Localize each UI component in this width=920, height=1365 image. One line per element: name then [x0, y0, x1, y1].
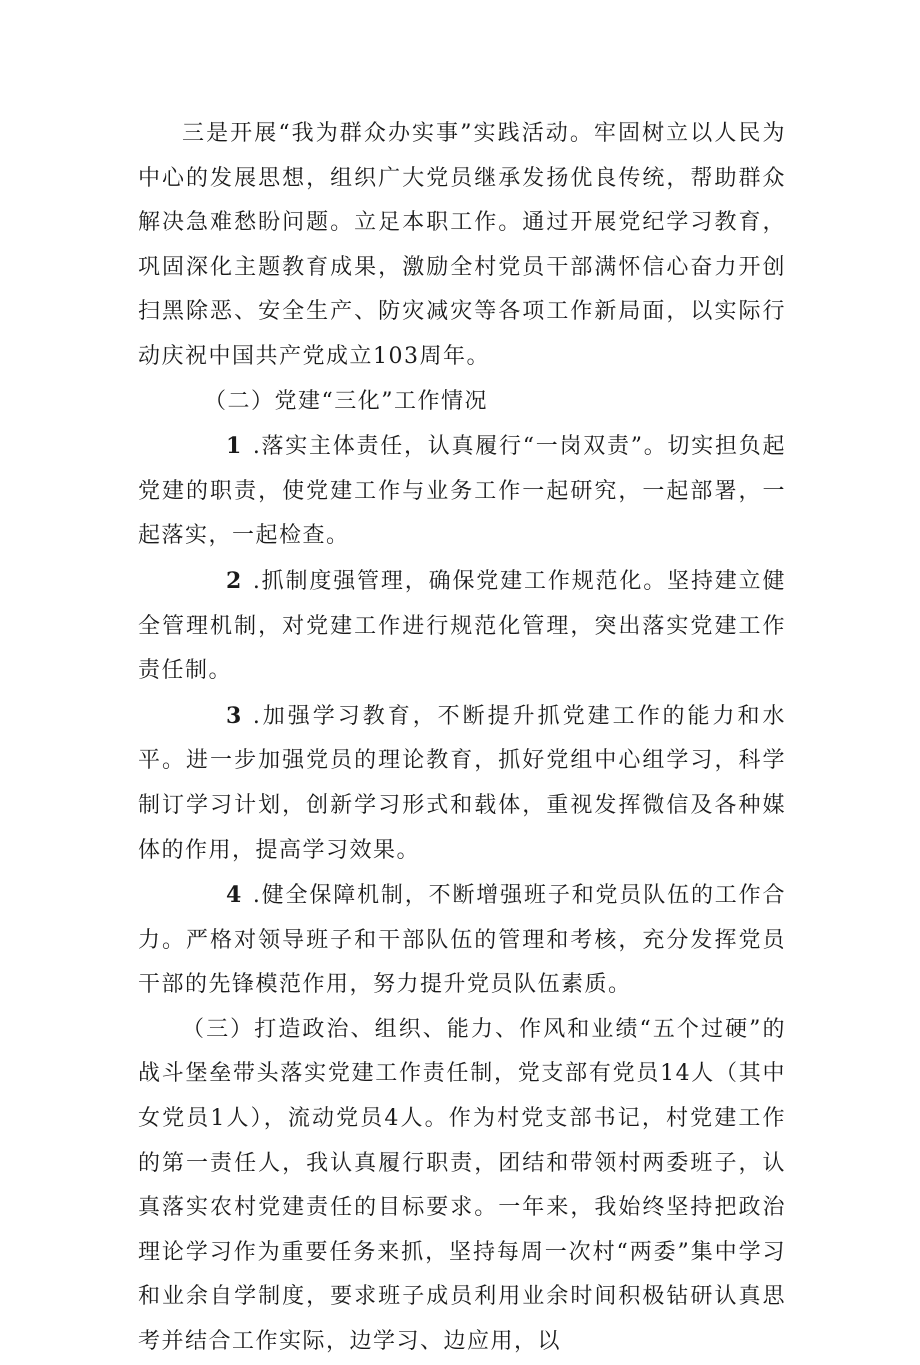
- list-item-text: .抓制度强管理，确保党建工作规范化。坚持建立健全管理机制，对党建工作进行规范化管理，突出落实党建工作责任制。: [138, 568, 786, 684]
- list-item-text: .落实主体责任，认真履行“一岗双责”。切实担负起党建的职责，使党建工作与业务工作一起研究，一起部署，一起落实，一起检查。: [138, 434, 786, 549]
- list-number: 3: [226, 702, 243, 729]
- paragraph-five-excellences: （三）打造政治、组织、能力、作风和业绩“五个过硬”的战斗堡垒带头落实党建工作责任制，党支部有党员14人（其中女党员1人），流动党员4人。作为村党支部书记，村党建工作的第一责任人，我认真履行职责，团结和带领村两委班子，认真落实农村党建责任的目标要求。一年来，我始终坚持把政治理论学习作为重要任务来抓，坚持每周一次村“两委”集中学习和业余自学制度，要求班子成员利用业余时间积极钻研认真思考并结合工作实际，边学习、边应用，以: [138, 1016, 786, 1355]
- list-number: 1: [226, 433, 243, 460]
- list-item-1: [138, 424, 786, 559]
- list-item-text: .加强学习教育，不断提升抓党建工作的能力和水平。进一步加强党员的理论教育，抓好党组中心组学习，科学制订学习计划，创新学习形式和载体，重视发挥微信及各种媒体的作用，提高学习效果。: [138, 703, 786, 863]
- list-item-4: [138, 873, 786, 1008]
- list-number: 2: [226, 567, 243, 594]
- document-body: [138, 112, 786, 1365]
- list-item-text: .健全保障机制，不断增强班子和党员队伍的工作合力。严格对领导班子和干部队伍的管理和考核，充分发挥党员干部的先锋模范作用，努力提升党员队伍素质。: [138, 883, 786, 998]
- list-number: 4: [226, 882, 243, 909]
- list-item-3: [138, 694, 786, 873]
- section-heading-party-building: （二）党建“三化”工作情况: [204, 388, 488, 414]
- paragraph-practice-activity: 三是开展“我为群众办实事”实践活动。牢固树立以人民为中心的发展思想，组织广大党员继承发扬优良传统，帮助群众解决急难愁盼问题。立足本职工作。通过开展党纪学习教育，巩固深化主题教育成果，激励全村党员干部满怀信心奋力开创扫黑除恶、安全生产、防灾减灾等各项工作新局面，以实际行动庆祝中国共产党成立103周年。: [138, 121, 786, 369]
- list-item-2: [138, 559, 786, 694]
